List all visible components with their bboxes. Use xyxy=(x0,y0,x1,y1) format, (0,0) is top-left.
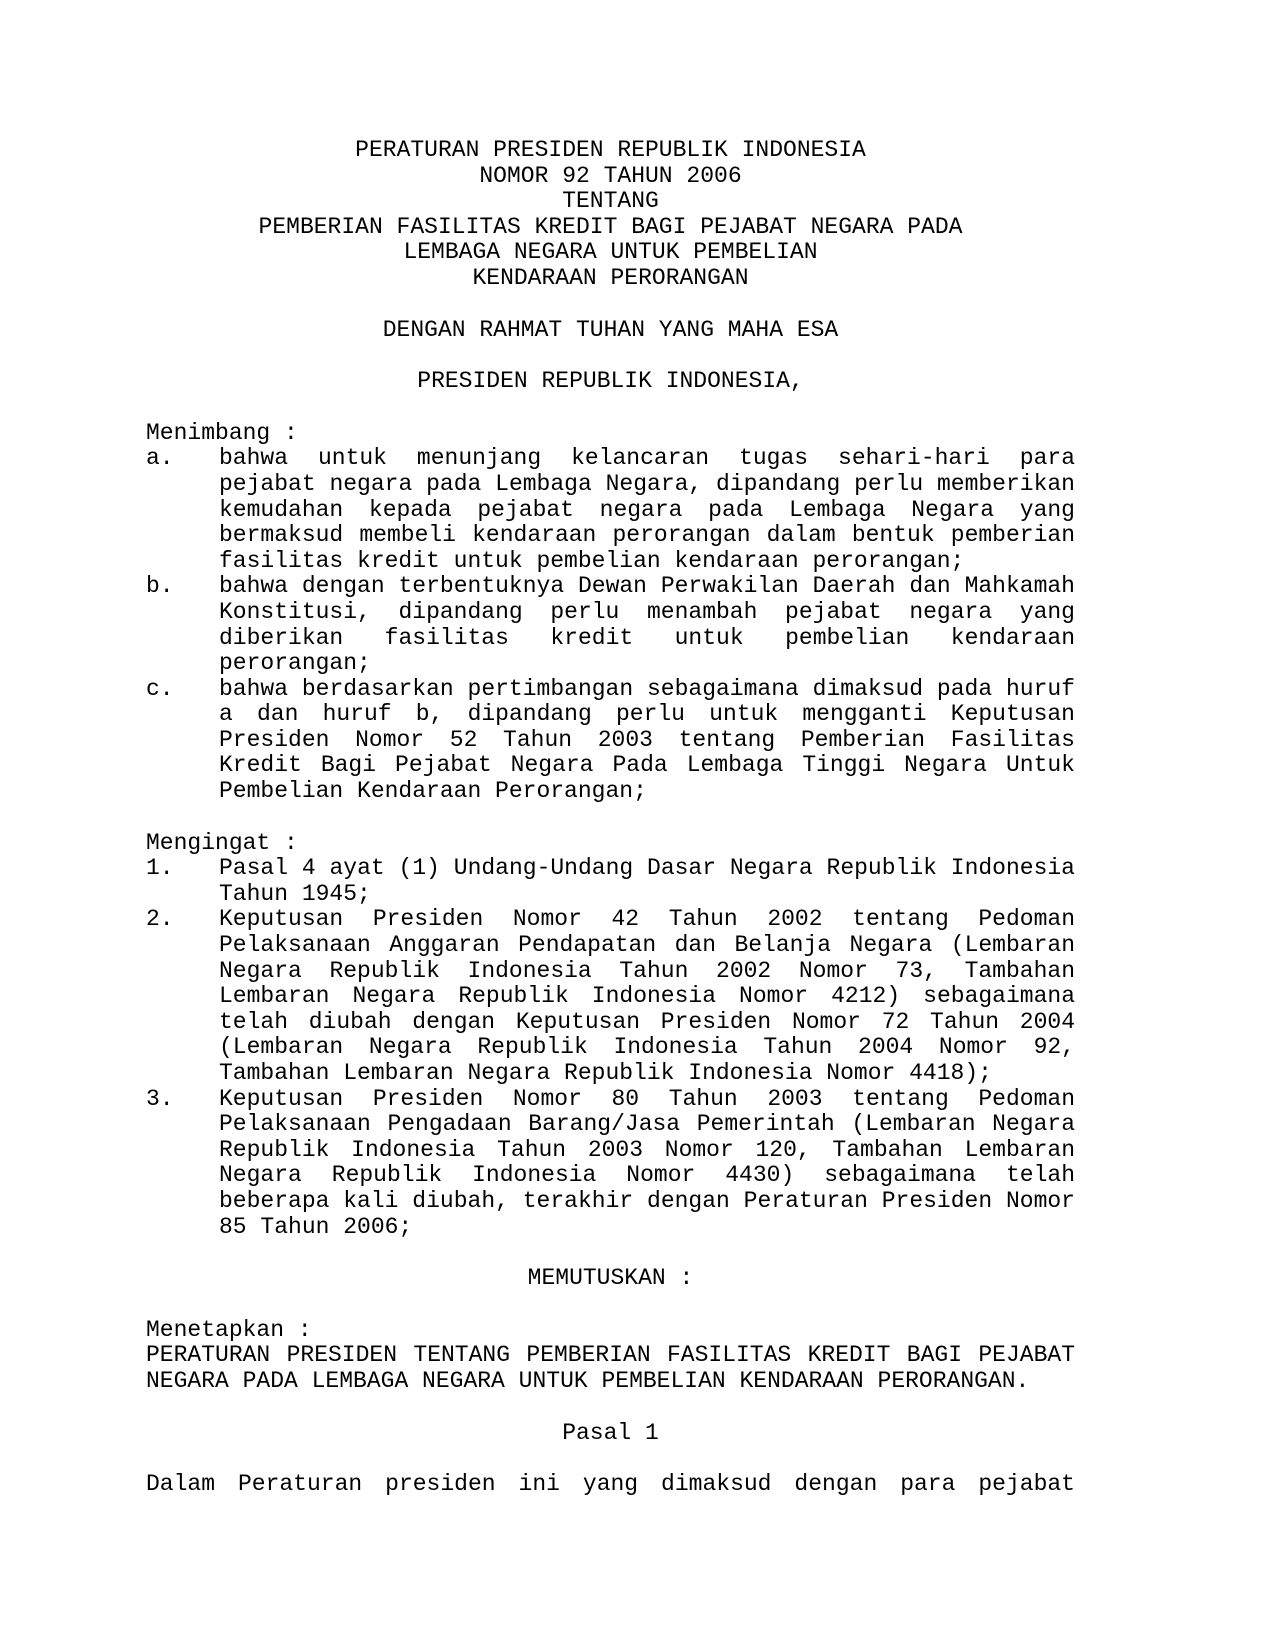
mengingat-item-2 xyxy=(146,907,1075,1086)
list-text: bahwa dengan terbentuknya Dewan Perwakilan Daerah dan Mahkamah Konstitusi, dipandang perlu menambah pejabat negara yang diberikan fasilitas kredit untuk pembelian kendaraan perorangan; xyxy=(219,573,1075,677)
title-line-6: KENDARAAN PERORANGAN xyxy=(472,264,749,291)
list-marker: 2. xyxy=(146,906,174,933)
menetapkan-text: PERATURAN PRESIDEN TENTANG PEMBERIAN FASILITAS KREDIT BAGI PEJABAT NEGARA PADA LEMBAGA NEGARA UNTUK PEMBELIAN KENDARAAN PERORANGAN. xyxy=(146,1342,1075,1394)
menimbang-item-a xyxy=(146,446,1075,574)
list-text: Keputusan Presiden Nomor 42 Tahun 2002 tentang Pedoman Pelaksanaan Anggaran Pendapatan dan Belanja Negara (Lembaran Negara Republik Indonesia Tahun 2002 Nomor 73, Tambahan Lembaran Negara Republik Indonesia Nomor 4212) sebagaimana telah diubah dengan Keputusan Presiden Nomor 72 Tahun 2004 (Lembaran Negara Republik Indonesia Tahun 2004 Nomor 92, Tambahan Lembaran Negara Republik Indonesia Nomor 4418); xyxy=(219,906,1075,1086)
menimbang-label: Menimbang : xyxy=(146,419,298,446)
pasal-1-heading: Pasal 1 xyxy=(562,1419,659,1446)
mengingat-item-1 xyxy=(146,856,1075,907)
list-marker: a. xyxy=(146,445,174,472)
menimbang-section xyxy=(146,421,1075,805)
title-line-4: PEMBERIAN FASILITAS KREDIT BAGI PEJABAT NEGARA PADA xyxy=(258,213,963,240)
list-marker: 1. xyxy=(146,855,174,882)
title-line-1: PERATURAN PRESIDEN REPUBLIK INDONESIA xyxy=(355,137,866,163)
pasal-1-opening-line: Dalam Peraturan presiden ini yang dimaksud dengan para pejabat xyxy=(146,1471,1075,1498)
list-marker: c. xyxy=(146,675,174,702)
title-line-5: LEMBAGA NEGARA UNTUK PEMBELIAN xyxy=(403,239,818,266)
list-text: Pasal 4 ayat (1) Undang-Undang Dasar Negara Republik Indonesia Tahun 1945; xyxy=(219,855,1075,907)
mengingat-label: Mengingat : xyxy=(146,829,298,856)
title-line-3: TENTANG xyxy=(562,188,659,215)
mengingat-section xyxy=(146,831,1075,1241)
list-marker: b. xyxy=(146,573,174,600)
memutuskan-heading: MEMUTUSKAN : xyxy=(527,1265,694,1292)
list-marker: 3. xyxy=(146,1085,174,1112)
list-text: Keputusan Presiden Nomor 80 Tahun 2003 tentang Pedoman Pelaksanaan Pengadaan Barang/Jasa Pemerintah (Lembaran Negara Republik Indonesia Tahun 2003 Nomor 120, Tambahan Lembaran Negara Republik Indonesia Nomor 4430) sebagaimana telah beberapa kali diubah, terakhir dengan Peraturan Presiden Nomor 85 Tahun 2006; xyxy=(219,1085,1075,1240)
issuer-line: PRESIDEN REPUBLIK INDONESIA, xyxy=(417,368,804,395)
title-line-2: NOMOR 92 TAHUN 2006 xyxy=(479,162,742,189)
invocation-line: DENGAN RAHMAT TUHAN YANG MAHA ESA xyxy=(382,316,839,343)
list-text: bahwa berdasarkan pertimbangan sebagaimana dimaksud pada huruf a dan huruf b, dipandang perlu untuk mengganti Keputusan Presiden Nomor 52 Tahun 2003 tentang Pemberian Fasilitas Kredit Bagi Pejabat Negara Pada Lembaga Tinggi Negara Untuk Pembelian Kendaraan Perorangan; xyxy=(219,675,1075,805)
mengingat-item-3 xyxy=(146,1087,1075,1241)
document-title-block xyxy=(146,138,1075,292)
list-text: bahwa untuk menunjang kelancaran tugas sehari-hari para pejabat negara pada Lembaga Negara, dipandang perlu memberikan kemudahan kepada pejabat negara pada Lembaga Negara yang bermaksud membeli kendaraan perorangan dalam bentuk pemberian fasilitas kredit untuk pembelian kendaraan perorangan; xyxy=(219,445,1075,574)
menetapkan-section xyxy=(146,1318,1075,1395)
menimbang-item-b xyxy=(146,574,1075,676)
menetapkan-label: Menetapkan : xyxy=(146,1316,312,1343)
menimbang-item-c xyxy=(146,677,1075,805)
